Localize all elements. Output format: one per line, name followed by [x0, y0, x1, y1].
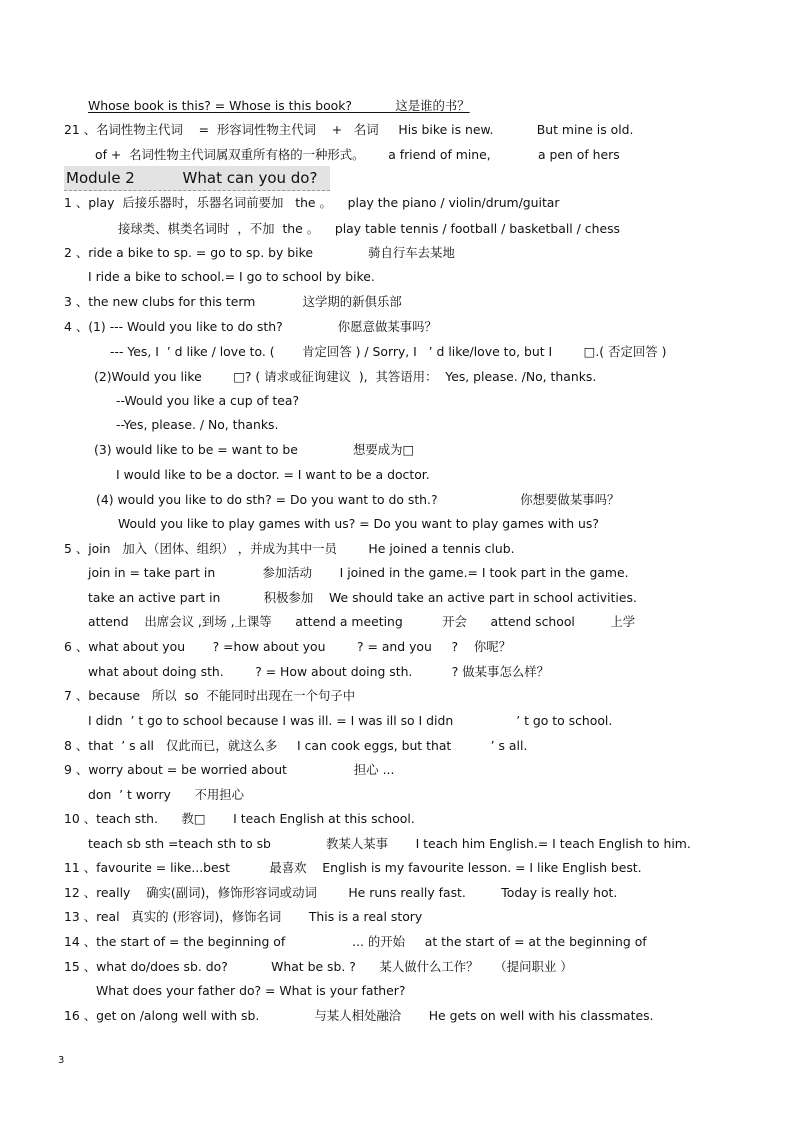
line-16-get-on: 16 、get on /along well with sb. 与某人相处融洽 He gets on well with his classmates.	[64, 1008, 654, 1023]
line-14-start-of: 14 、the start of = the beginning of ... 的开始 at the start of = at the beginning of	[64, 934, 647, 949]
line-whose-book: Whose book is this? = Whose is this book? 这是谁的书？	[88, 98, 470, 113]
line-4-2-example-question: --Would you like a cup of tea?	[116, 393, 300, 408]
line-5-join: 5 、join 加入（团体、组织） ，并成为其中一员 He joined a tennis club.	[64, 541, 515, 556]
line-15-example: What does your father do? = What is your father?	[96, 983, 406, 998]
module-number: Module 2	[66, 169, 135, 187]
line-4-answer: --- Yes, I ’ d like / love to. ( 肯定回答 ) / Sorry, I ’ d like/love to, but I □.( 否定回答 )	[110, 344, 667, 359]
line-21-pronouns: 21 、名词性物主代词 = 形容词性物主代词 + 名词 His bike is new. But mine is old.	[64, 122, 634, 137]
line-4-would-like: 4 、(1) --- Would you like to do sth? 你愿意做某事吗？	[64, 319, 437, 334]
line-10-teach-sb-sth: teach sb sth =teach sth to sb 教某人某事 I teach him English.= I teach English to him.	[88, 836, 691, 851]
line-1-play-ball-games: 接球类、棋类名词时 ，不加 the 。 play table tennis / football / basketball / chess	[118, 221, 620, 236]
line-2-ride-bike: 2 、ride a bike to sp. = go to sp. by bike 骑自行车去某地	[64, 245, 455, 260]
line-9-worry-about: 9 、worry about = be worried about 担心 ...	[64, 762, 395, 777]
line-15-what-do: 15 、what do/does sb. do? What be sb. ? 某人做什么工作？ （提问职业 ）	[64, 959, 573, 974]
line-11-favourite: 11 、favourite = like...best 最喜欢 English is my favourite lesson. = I like English best.	[64, 860, 642, 875]
line-4-4-would-you-like-to-do: (4) would you like to do sth? = Do you want to do sth.? 你想要做某事吗？	[96, 492, 620, 507]
module-title-text: What can you do?	[182, 169, 318, 187]
line-4-2-example-answer: --Yes, please. / No, thanks.	[116, 417, 279, 432]
line-3-new-clubs: 3 、the new clubs for this term 这学期的新俱乐部	[64, 294, 402, 309]
line-2-example: I ride a bike to school.= I go to school by bike.	[88, 269, 375, 284]
line-7-because: 7 、because 所以 so 不能同时出现在一个句子中	[64, 688, 356, 703]
line-1-play: 1 、play 后接乐器时，乐器名词前要加 the 。 play the piano / violin/drum/guitar	[64, 195, 560, 210]
line-4-3-example: I would like to be a doctor. = I want to be a doctor.	[116, 467, 430, 482]
line-6-what-about-doing: what about doing sth. ? = How about doing sth. ? 做某事怎么样？	[88, 664, 550, 679]
line-5-attend: attend 出席会议 ,到场 ,上课等 attend a meeting 开会 attend school 上学	[88, 614, 636, 629]
line-9-dont-worry: don ’ t worry 不用担心	[88, 787, 245, 802]
line-7-example: I didn ’ t go to school because I was ill. = I was ill so I didn ’ t go to school.	[88, 713, 613, 728]
line-4-4-example: Would you like to play games with us? = Do you want to play games with us?	[118, 516, 599, 531]
line-4-3-would-like-to-be: (3) would like to be = want to be 想要成为□	[94, 442, 415, 457]
line-10-teach: 10 、teach sth. 教□ I teach English at this school.	[64, 811, 415, 826]
line-8-thats-all: 8 、that ’ s all 仅此而已，就这么多 I can cook eggs, but that ’ s all.	[64, 738, 528, 753]
line-4-2-would-you-like: (2)Would you like □? ( 请求或征询建议 ), 其答语用： Yes, please. /No, thanks.	[94, 369, 597, 384]
line-6-what-about: 6 、what about you ? =how about you ? = and you ? 你呢？	[64, 639, 512, 654]
module-heading	[66, 168, 317, 188]
line-12-really: 12 、really 确实(副词)，修饰形容词或动词 He runs really fast. Today is really hot.	[64, 885, 618, 900]
line-double-possessive: of + 名词性物主代词属双重所有格的一种形式。 a friend of mine, a pen of hers	[95, 147, 620, 162]
line-13-real: 13 、real 真实的 (形容词)，修饰名词 This is a real story	[64, 909, 423, 924]
line-5-join-in: join in = take part in 参加活动 I joined in the game.= I took part in the game.	[88, 565, 629, 580]
page-number: 3	[58, 1055, 65, 1066]
line-5-take-part: take an active part in 积极参加 We should take an active part in school activities.	[88, 590, 637, 605]
